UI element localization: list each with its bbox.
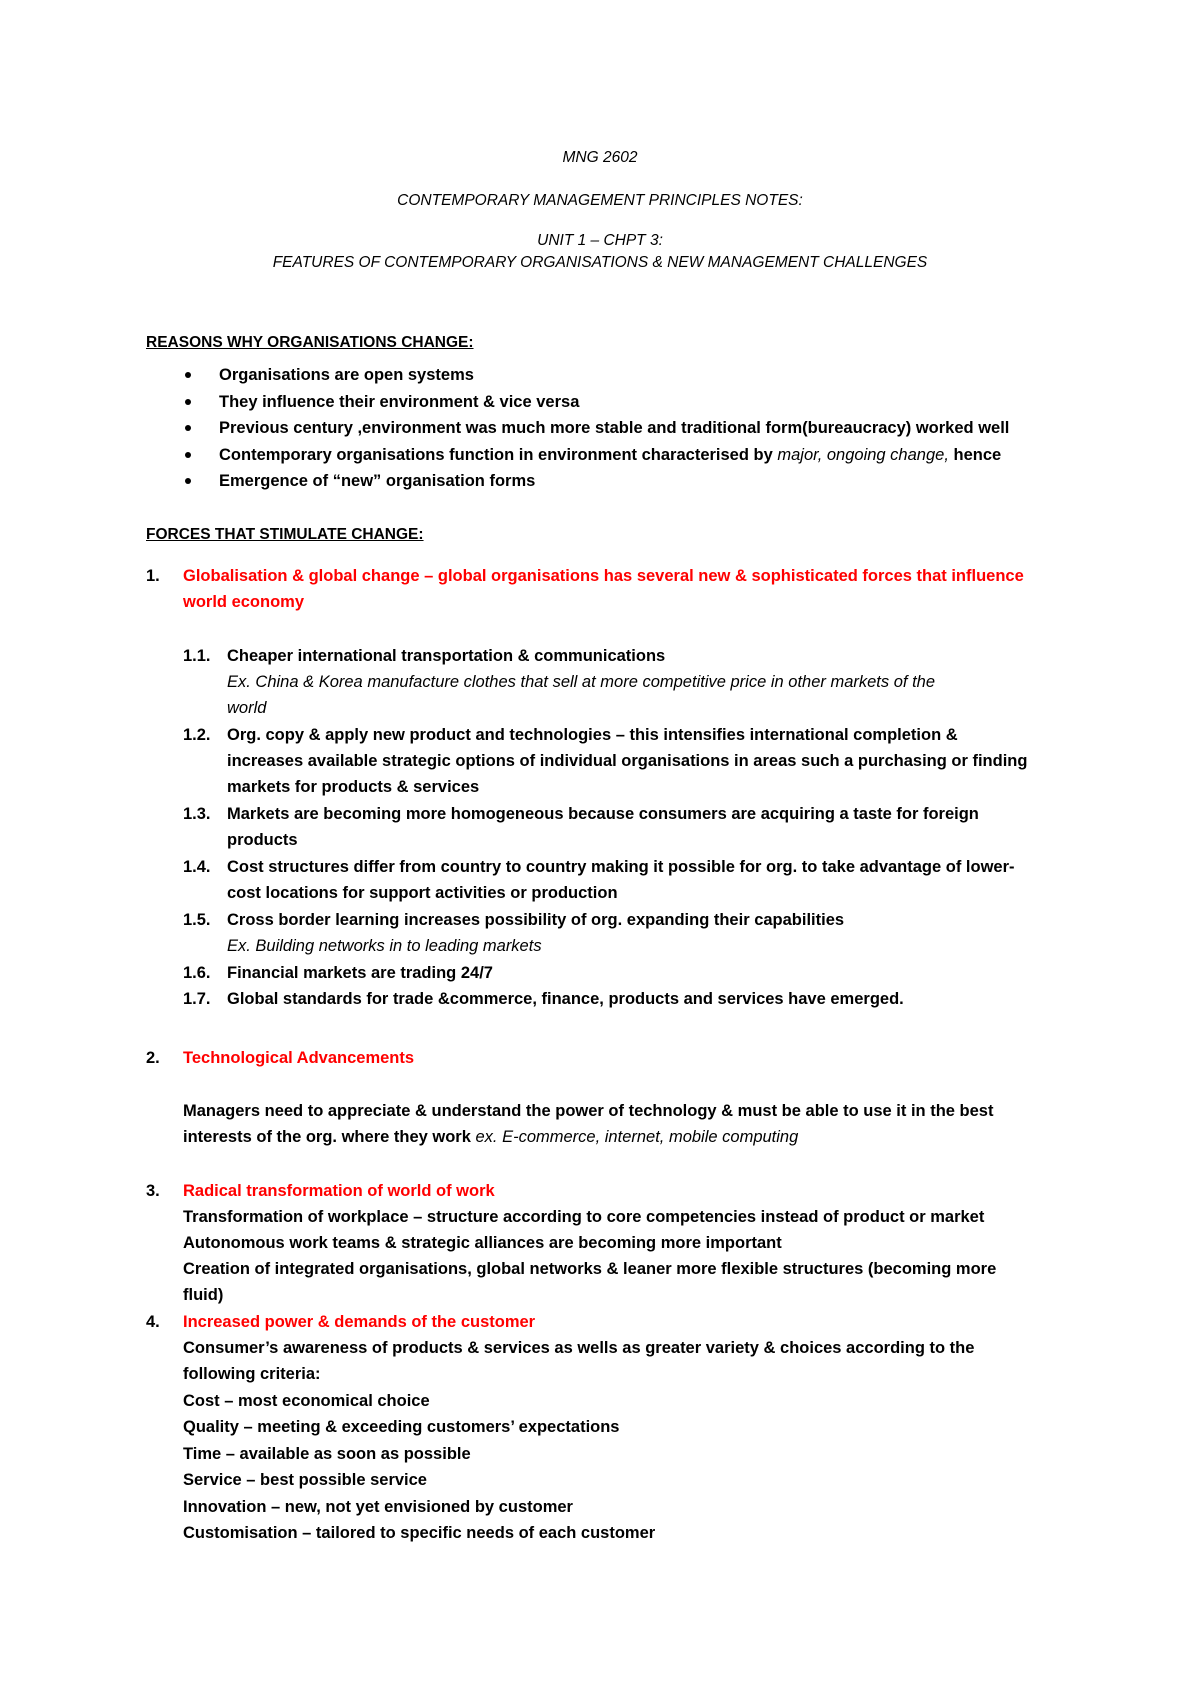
reasons-heading: REASONS WHY ORGANISATIONS CHANGE: <box>146 334 474 351</box>
sub-item-text: markets for products & services <box>227 778 480 796</box>
sub-item-number: 1.3. <box>183 805 211 823</box>
sub-item-number: 1.7. <box>183 990 211 1008</box>
force-2-title: Technological Advancements <box>183 1049 415 1067</box>
bullet-icon <box>185 478 191 484</box>
force-2-number: 2. <box>146 1049 160 1067</box>
sub-item-number: 1.6. <box>183 964 211 982</box>
unit-heading: UNIT 1 – CHPT 3: <box>537 232 663 249</box>
force-1-number: 1. <box>146 567 160 585</box>
force-2-text <box>183 1126 798 1148</box>
sub-item-text: Cost structures differ from country to country making it possible for org. to take advantage of lower- <box>227 858 1015 876</box>
sub-item-example: Ex. China & Korea manufacture clothes that sell at more competitive price in other markets of the <box>227 673 936 691</box>
force-4-text: Cost – most economical choice <box>183 1392 430 1410</box>
document-subtitle: FEATURES OF CONTEMPORARY ORGANISATIONS & NEW MANAGEMENT CHALLENGES <box>272 254 928 271</box>
bullet-icon <box>185 399 191 405</box>
sub-item-number: 1.1. <box>183 647 211 665</box>
force-4-text: Time – available as soon as possible <box>183 1445 471 1463</box>
sub-item-text: products <box>227 831 298 849</box>
list-item-italic: major, ongoing change, <box>777 446 949 464</box>
sub-item-text: Global standards for trade &commerce, finance, products and services have emerged. <box>227 990 904 1008</box>
force-3-text: fluid) <box>183 1286 224 1304</box>
sub-item-text: Cross border learning increases possibility of org. expanding their capabilities <box>227 911 845 929</box>
sub-item-text: cost locations for support activities or production <box>227 884 618 902</box>
force-1-title: Globalisation & global change – global organisations has several new & sophisticated forces that influence <box>183 567 1024 585</box>
force-4-text: Service – best possible service <box>183 1471 427 1489</box>
sub-item-example: Ex. Building networks in to leading markets <box>227 937 542 955</box>
list-item-text: Contemporary organisations function in environment characterised by <box>219 446 778 464</box>
bullet-icon <box>185 452 191 458</box>
force-2-text: Managers need to appreciate & understand the power of technology & must be able to use it in the best <box>183 1102 994 1120</box>
force-2-text-italic: ex. E-commerce, internet, mobile computing <box>475 1128 799 1146</box>
force-4-text: Consumer’s awareness of products & services as wells as greater variety & choices according to the <box>183 1339 975 1357</box>
sub-item-text: Markets are becoming more homogeneous because consumers are acquiring a taste for foreign <box>227 805 979 823</box>
force-4-text: Innovation – new, not yet envisioned by customer <box>183 1498 573 1516</box>
list-item: Emergence of “new” organisation forms <box>219 472 536 490</box>
sub-item-text: Financial markets are trading 24/7 <box>227 964 493 982</box>
forces-heading: FORCES THAT STIMULATE CHANGE: <box>146 526 424 543</box>
force-4-number: 4. <box>146 1313 160 1331</box>
force-4-text: following criteria: <box>183 1365 321 1383</box>
sub-item-example: world <box>227 699 267 717</box>
list-item: Previous century ,environment was much more stable and traditional form(bureaucracy) worked well <box>219 419 1010 437</box>
sub-item-number: 1.4. <box>183 858 211 876</box>
sub-item-number: 1.2. <box>183 726 211 744</box>
force-2-text-main: interests of the org. where they work <box>183 1128 476 1146</box>
list-item: They influence their environment & vice versa <box>219 393 580 411</box>
force-4-text: Customisation – tailored to specific needs of each customer <box>183 1524 656 1542</box>
course-code: MNG 2602 <box>562 149 638 166</box>
sub-item-text: Org. copy & apply new product and technologies – this intensifies international completion & <box>227 726 958 744</box>
sub-item-number: 1.5. <box>183 911 211 929</box>
force-3-title: Radical transformation of world of work <box>183 1182 495 1200</box>
force-3-text: Transformation of workplace – structure according to core competencies instead of product or market <box>183 1208 985 1226</box>
force-3-text: Creation of integrated organisations, global networks & leaner more flexible structures (becoming more <box>183 1260 997 1278</box>
bullet-icon <box>185 425 191 431</box>
force-1-title-cont: world economy <box>183 593 305 611</box>
list-item: Organisations are open systems <box>219 366 474 384</box>
force-3-number: 3. <box>146 1182 160 1200</box>
bullet-icon <box>185 372 191 378</box>
sub-item-text: increases available strategic options of individual organisations in areas such a purchasing or finding <box>227 752 1028 770</box>
list-item-tail: hence <box>948 446 1002 464</box>
document-title: CONTEMPORARY MANAGEMENT PRINCIPLES NOTES: <box>397 192 803 209</box>
force-3-text: Autonomous work teams & strategic alliances are becoming more important <box>183 1234 782 1252</box>
sub-item-text: Cheaper international transportation & communications <box>227 647 666 665</box>
list-item <box>219 444 1001 466</box>
force-4-title: Increased power & demands of the customer <box>183 1313 536 1331</box>
force-4-text: Quality – meeting & exceeding customers’ expectations <box>183 1418 620 1436</box>
